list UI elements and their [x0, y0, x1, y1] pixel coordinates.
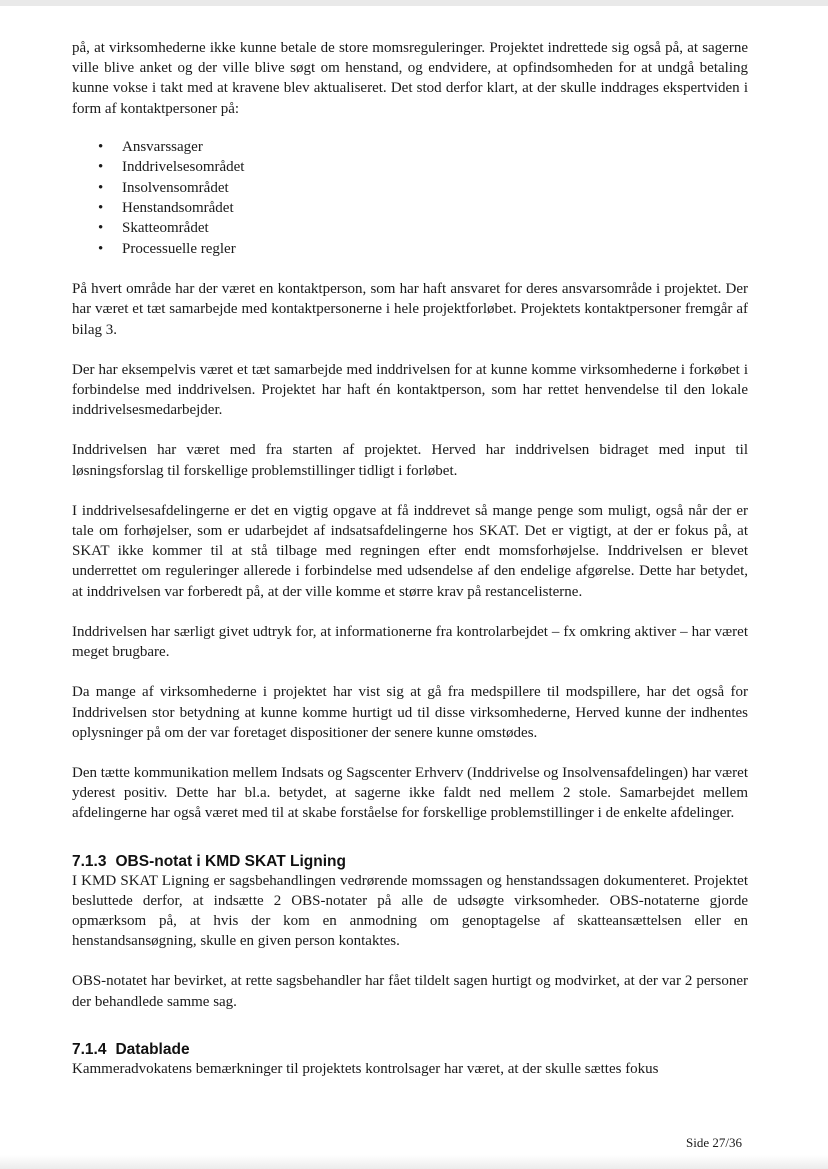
- list-item: • Processuelle regler: [72, 239, 748, 259]
- paragraph-obs-notes: I KMD SKAT Ligning er sagsbehandlingen vedrørende momssagen og henstandssagen dokumenteret. Projektet besluttede derfor, at indsætte 2 OBS-notater på alle de udsøgte virksomheder. OBS-notaterne gjorde opmærksom på, at hvis der kom en anmodning om genoptagelse af skatteansættelsen eller en henstandsansøgning, skulle en given person kontaktes.: [72, 872, 748, 950]
- scan-bottom-edge: [0, 1155, 828, 1169]
- section-number: 7.1.4: [72, 1040, 107, 1058]
- list-item: • Skatteområdet: [72, 218, 748, 238]
- bullet-icon: •: [98, 220, 104, 237]
- paragraph-contact-persons: På hvert område har der været en kontaktperson, som har haft ansvaret for deres ansvarsområde i projektet. Der har været et tæt samarbejde med kontaktpersonerne i hele projektforløbet. Projektets kontaktpersoner fremgår af bilag 3.: [72, 281, 748, 338]
- bullet-icon: •: [98, 240, 104, 257]
- contact-areas-list: [72, 137, 748, 259]
- list-item: • Ansvarssager: [72, 137, 748, 157]
- scan-top-edge: [0, 0, 828, 6]
- bullet-icon: •: [98, 138, 104, 155]
- paragraph-information-useful: Inddrivelsen har særligt givet udtryk for, at informationerne fra kontrolarbejdet – fx omkring aktiver – har været meget brugbare.: [72, 623, 748, 661]
- paragraph-inddrivelsen-start: Inddrivelsen har været med fra starten af projektet. Herved har inddrivelsen bidraget med input til løsningsforslag til forskellige problemstillinger tidligt i forløbet.: [72, 442, 748, 479]
- bullet-icon: •: [98, 179, 104, 196]
- paragraph-inddrivelse-task: I inddrivelsesafdelingerne er det en vigtig opgave at få inddrevet så mange penge som muligt, også når der er tale om forhøjelser, som er udarbejdet af indsatsafdelingerne hos SKAT. Det er vigtigt, at der er fokus på, at SKAT ikke kommer til at stå tilbage med regningen efter endt momsforhøjelse. Inddrivelsen er blevet underrettet om reguleringer allerede i forbindelse med udsendelse af den endelige afgørelse. Dette har betydet, at inddrivelsen var forberedt på, at der ville komme et større krav på restancelisterne.: [72, 502, 748, 600]
- section-number: 7.1.3: [72, 852, 107, 870]
- paragraph-intro: på, at virksomhederne ikke kunne betale de store momsreguleringer. Projektet indrettede sig også på, at sagerne ville blive anket og der ville blive søgt om henstand, og endvidere, at opfindsomheden for at undgå betaling kunne vokse i takt med at kravene blev aktualiseret. Det stod derfor klart, at der skulle inddrages ekspertviden i form af kontaktpersoner på:: [72, 40, 748, 117]
- section-heading-7-1-4: [72, 1040, 748, 1059]
- section-heading-7-1-3: [72, 852, 748, 871]
- paragraph-counterparts: Da mange af virksomhederne i projektet har vist sig at gå fra medspillere til modspillere, har det også for Inddrivelsen stor betydning at kunne komme hurtigt ud til disse virksomhederne, Herved kunne der indhentes oplysninger på om der var foretaget dispositioner der senere kunne omstødes.: [72, 684, 748, 741]
- list-item: • Inddrivelsesområdet: [72, 157, 748, 177]
- paragraph-obs-effect: OBS-notatet har bevirket, at rette sagsbehandler har fået tildelt sagen hurtigt og modvirket, at der var 2 personer der behandlede samme sag.: [72, 973, 748, 1010]
- page-number: Side 27/36: [686, 1135, 742, 1150]
- section-title: Datablade: [115, 1040, 190, 1058]
- paragraph-collaboration: Der har eksempelvis været et tæt samarbejde med inddrivelsen for at kunne komme virksomhederne i forkøbet i forbindelse med inddrivelsen. Projektet har haft én kontaktperson, som har rettet henvendelse til den lokale inddrivelsesmedarbejder.: [72, 361, 748, 419]
- section-title: OBS-notat i KMD SKAT Ligning: [115, 852, 346, 870]
- paragraph-datablade: Kammeradvokatens bemærkninger til projektets kontrolsager har været, at der skulle sættes fokus: [72, 1060, 659, 1077]
- document-page: [72, 38, 748, 1079]
- paragraph-communication: Den tætte kommunikation mellem Indsats og Sagscenter Erhverv (Inddrivelse og Insolvensafdelingen) har været yderest positiv. Dette har bl.a. betydet, at sagerne ikke faldt ned mellem 2 stole. Samarbejdet mellem afdelingerne har også været med til at skabe forståelse for forskellige problemstillinger i de enkelte afdelinger.: [72, 764, 748, 822]
- list-item: • Insolvensområdet: [72, 178, 748, 198]
- bullet-icon: •: [98, 200, 104, 217]
- list-item: • Henstandsområdet: [72, 198, 748, 218]
- bullet-icon: •: [98, 159, 104, 176]
